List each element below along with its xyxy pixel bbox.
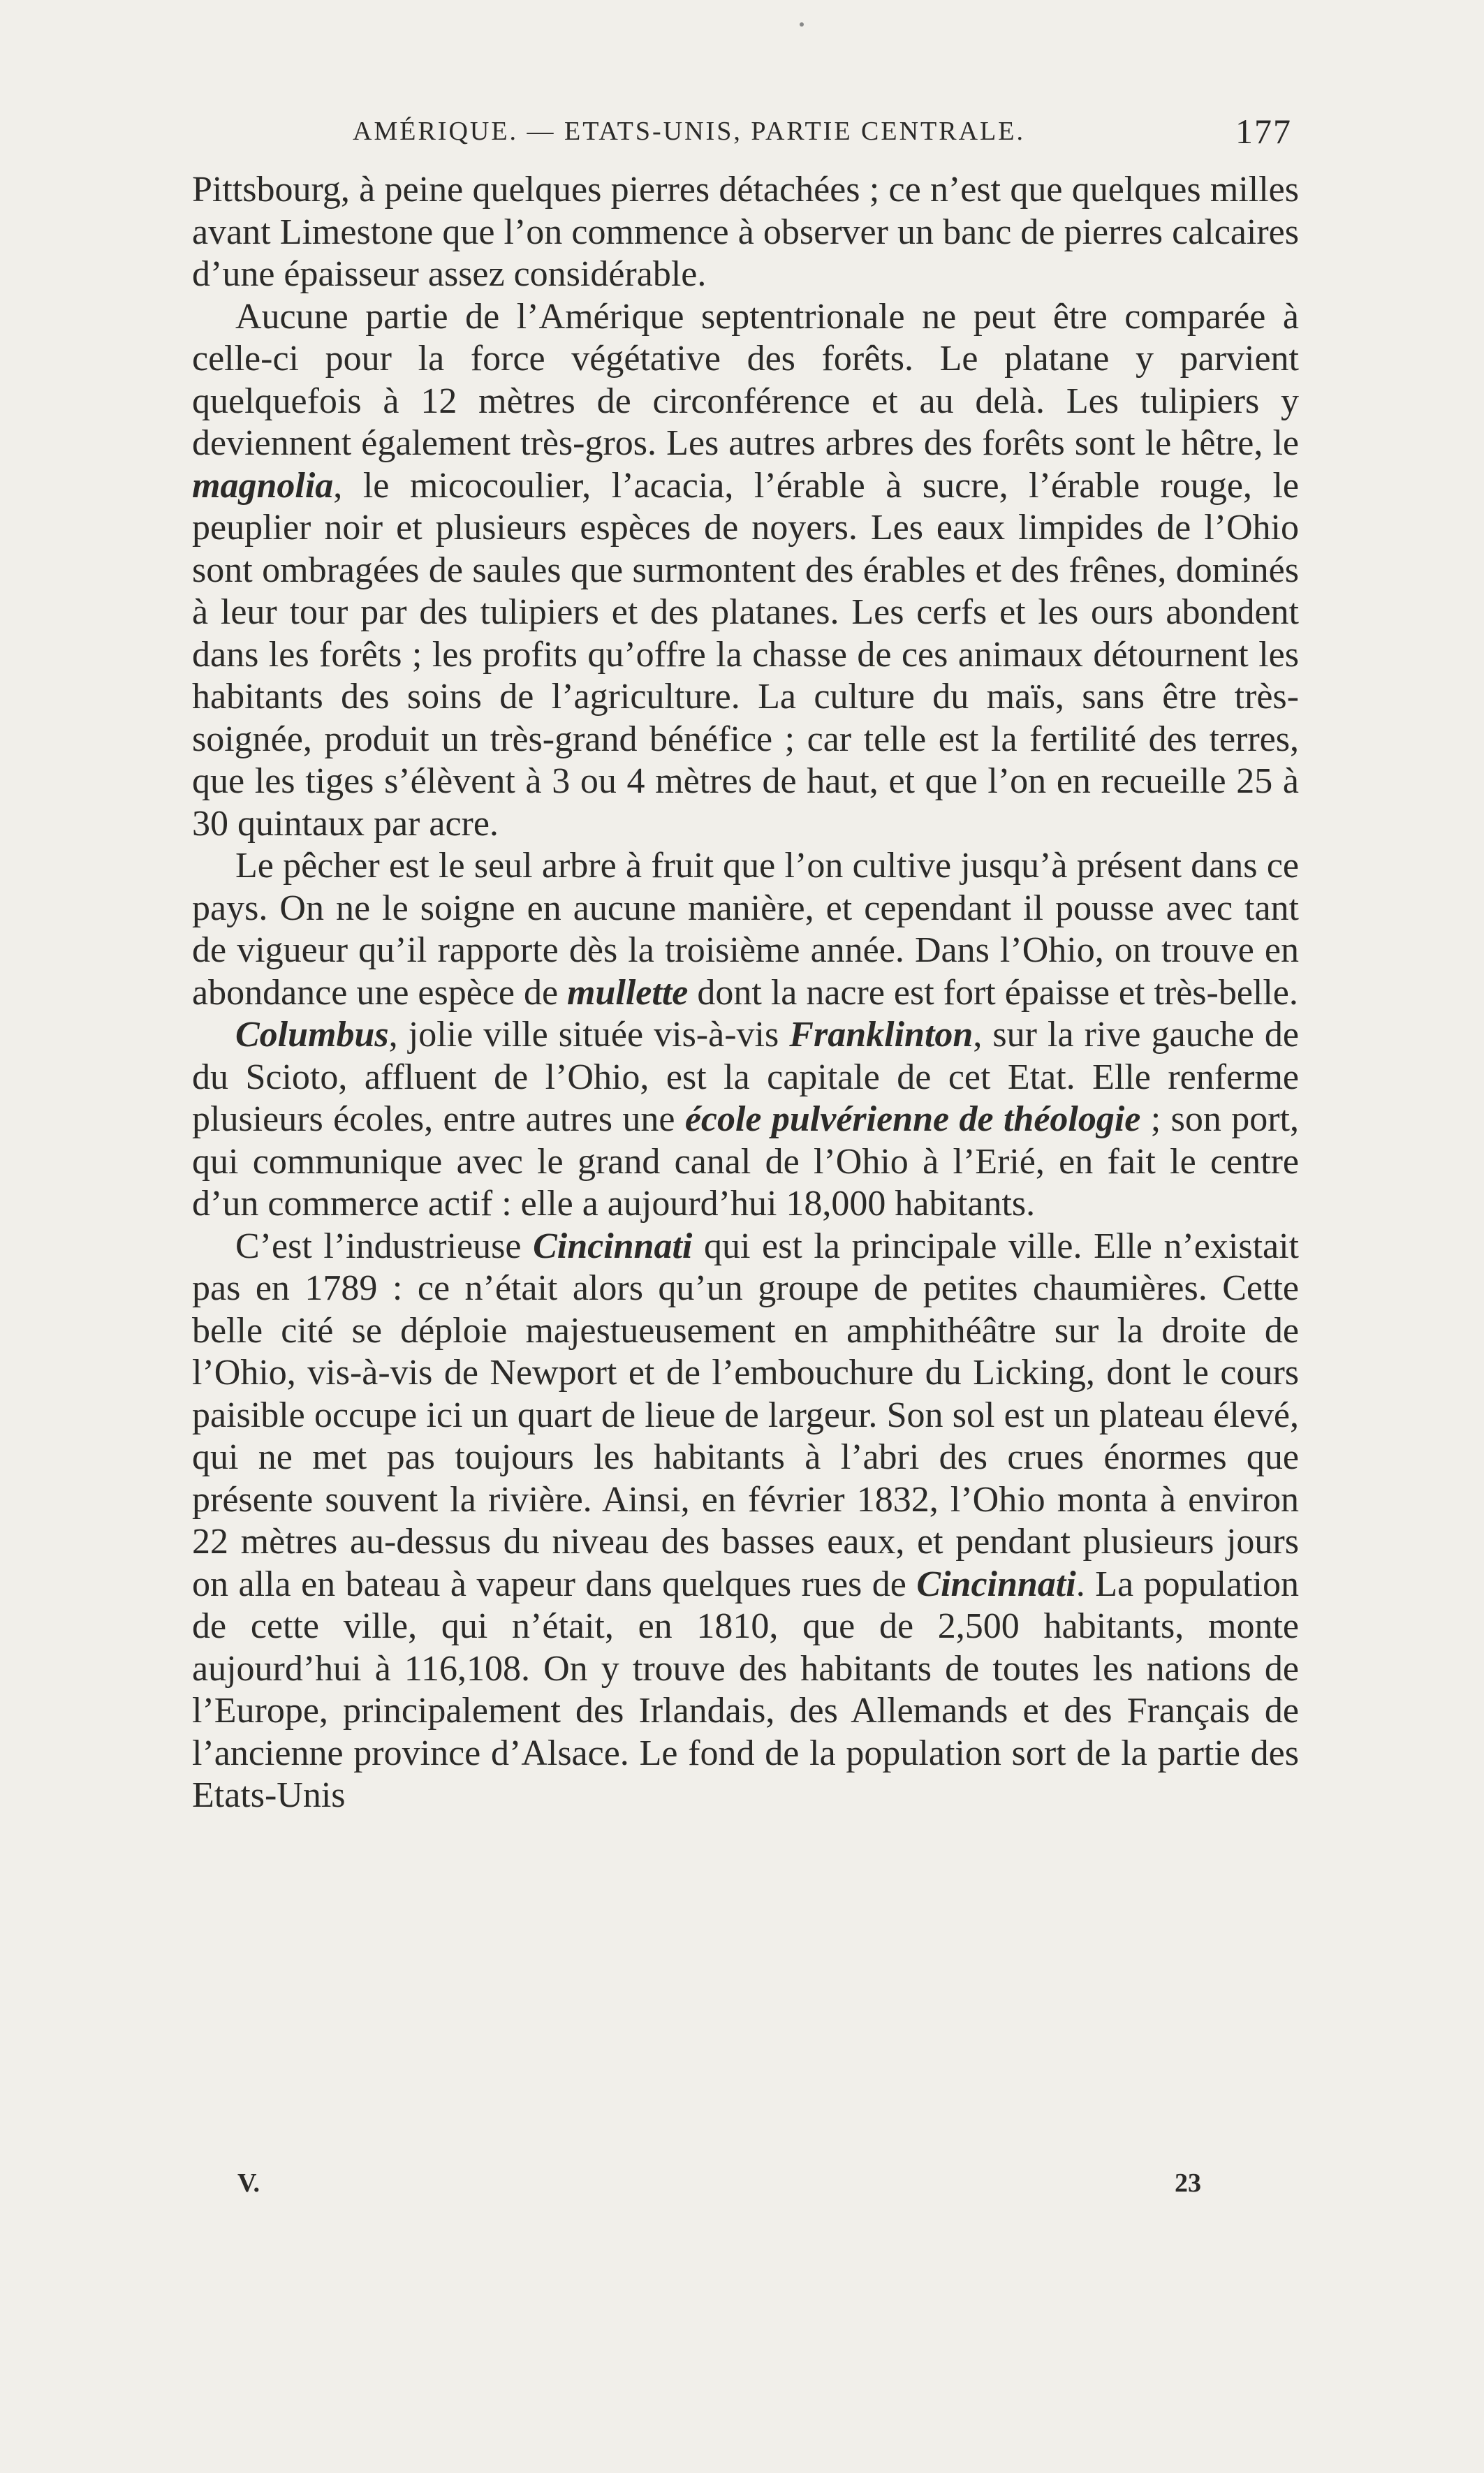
signature-mark: V.: [237, 2169, 260, 2198]
paragraph-2: Aucune partie de l’Amérique septentrionale ne peut être comparée à celle-ci pour la force végétative des forêts. Le platane y parvient quelquefois à 12 mètres de circonférence et au delà. Les tulipiers y deviennent également très-gros. Les autres arbres des forêts sont le hêtre, le magnolia, le micocoulier, l’acacia, l’érable à sucre, l’érable rouge, le peuplier noir et plusieurs espèces de noyers. Les eaux limpides de l’Ohio sont ombragées de saules que surmontent des érables et des frênes, dominés à leur tour par des tulipiers et des platanes. Les cerfs et les ours abondent dans les forêts ; les profits qu’offre la chasse de ces animaux détournent les habitants des soins de l’agriculture. La culture du maïs, sans être très-soignée, produit un très-grand bénéfice ; car telle est la fertilité des terres, que les tiges s’élèvent à 3 ou 4 mètres de haut, et que l’on en recueille 25 à 30 quintaux par acre.: [192, 296, 1299, 844]
page-footer: [237, 2168, 1201, 2199]
sheet-number: 23: [1175, 2169, 1201, 2198]
running-title: AMÉRIQUE. — ETATS-UNIS, PARTIE CENTRALE.: [353, 117, 1025, 146]
paragraph-4: Columbus, jolie ville située vis-à-vis Franklinton, sur la rive gauche de du Scioto, affluent de l’Ohio, est la capitale de cet Etat. Elle renferme plusieurs écoles, entre autres une école pulvérienne de théologie ; son port, qui communique avec le grand canal de l’Ohio à l’Erié, en fait le centre d’un commerce actif : elle a aujourd’hui 18,000 habitants.: [192, 1015, 1300, 1224]
paragraph-1: Pittsbourg, à peine quelques pierres détachées ; ce n’est que quelques milles avant Limestone que l’on commence à observer un banc de pierres calcaires d’une épaisseur assez considérable.: [192, 170, 1299, 294]
body-text: [192, 169, 1299, 1817]
paragraph-3: Le pêcher est le seul arbre à fruit que l’on cultive jusqu’à présent dans ce pays. On ne le soigne en aucune manière, et cependant il pousse avec tant de vigueur qu’il rapporte dès la troisième année. Dans l’Ohio, on trouve en abondance une espèce de mullette dont la nacre est fort épaisse et très-belle.: [192, 846, 1299, 1013]
paragraph-5: C’est l’industrieuse Cincinnati qui est la principale ville. Elle n’existait pas en 1789 : ce n’était alors qu’un groupe de petites chaumières. Cette belle cité se déploie majestueusement en amphithéâtre sur la droite de l’Ohio, vis-à-vis de Newport et de l’embouchure du Licking, dont le cours paisible occupe ici un quart de lieue de largeur. Son sol est un plateau élevé, qui ne met pas toujours les habitants à l’abri des crues énormes que présente souvent la rivière. Ainsi, en février 1832, l’Ohio monta à environ 22 mètres au-dessus du niveau des basses eaux, et pendant plusieurs jours on alla en bateau à vapeur dans quelques rues de Cincinnati. La population de cette ville, qui n’était, en 1810, que de 2,500 habitants, monte aujourd’hui à 116,108. On y trouve des habitants de toutes les nations de l’Europe, principalement des Irlandais, des Allemands et des Français de l’ancienne province d’Alsace. Le fond de la population sort de la partie des Etats-Unis: [192, 1226, 1299, 1815]
page-number: 177: [1235, 112, 1292, 151]
running-header: [353, 110, 1292, 152]
ink-speck: [800, 22, 804, 27]
